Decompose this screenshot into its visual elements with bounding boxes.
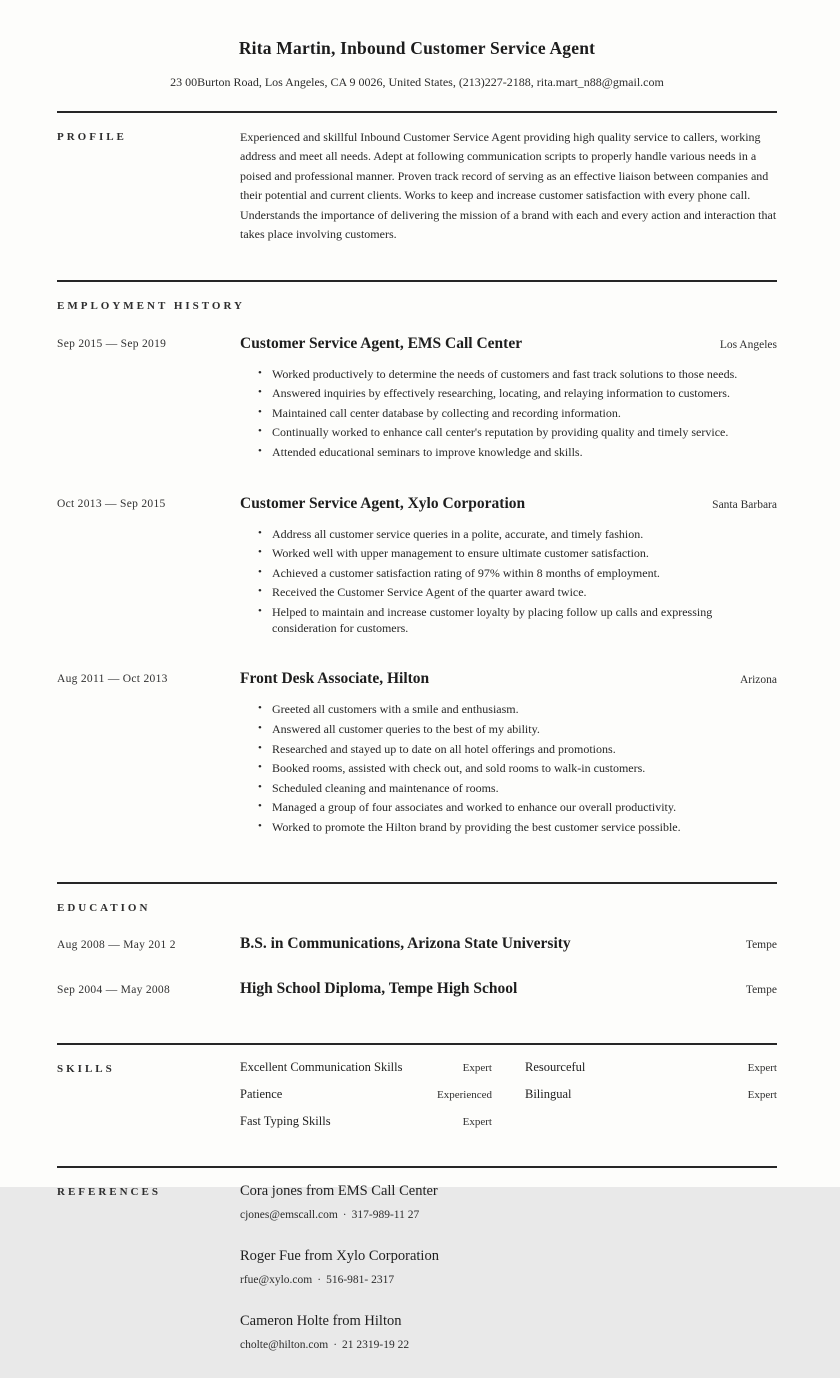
job-bullet: • Researched and stayed up to date on all hotel offerings and promotions. [240,741,777,757]
skill-name: Excellent Communication Skills [240,1059,403,1074]
skills-grid [240,1060,777,1129]
job-dates: Sep 2015 — Sep 2019 [57,337,167,350]
references-label: REFERENCES [57,1185,161,1198]
skill-level: Expert [462,1061,492,1074]
reference-email: cjones@emscall.com [240,1208,338,1221]
job-bullet: • Continually worked to enhance call center's reputation by providing quality and timely service. [240,424,777,440]
reference-item [240,1183,777,1221]
reference-name: Roger Fue from Xylo Corporation [240,1247,439,1264]
job-bullet: • Achieved a customer satisfaction rating of 97% within 8 months of employment. [240,565,777,581]
reference-item [240,1248,777,1286]
job-bullet: • Worked well with upper management to ensure ultimate customer satisfaction. [240,545,777,561]
reference-name: Cameron Holte from Hilton [240,1312,402,1329]
profile-text: Experienced and skillful Inbound Customer Service Agent providing high quality service to callers, working address and meet all needs. Adept at following communication scripts to properly handle various needs in a poised and professional manner. Proven track record of serving as an effective liaison between companies and their potential and current clients. Works to keep and increase customer satisfaction with every phone call. Understands the importance of delivering the mission of a brand with each and every action and interaction that takes place involving customers. [240,130,777,242]
references-section [57,1168,777,1378]
job-bullet: • Address all customer service queries in a polite, accurate, and timely fashion. [240,526,777,542]
job-bullet: • Attended educational seminars to improve knowledge and skills. [240,444,777,460]
education-label: EDUCATION [57,901,151,914]
reference-detail [240,1209,777,1221]
job-location: Santa Barbara [712,498,777,511]
reference-phone: 317-989-11 27 [351,1208,420,1221]
job-entry [57,335,777,464]
page-title: Rita Martin, Inbound Customer Service Agent [238,38,596,58]
separator-dot: · [317,1273,322,1286]
profile-label: PROFILE [57,131,127,143]
job-dates: Oct 2013 — Sep 2015 [57,497,166,510]
education-title: B.S. in Communications, Arizona State University [240,934,571,952]
education-section [57,884,777,1022]
reference-item [240,1313,777,1351]
education-entry [57,980,777,998]
job-title: Customer Service Agent, EMS Call Center [240,334,523,352]
job-bullet: • Greeted all customers with a smile and enthusiasm. [240,701,777,717]
job-dates: Aug 2011 — Oct 2013 [57,673,168,686]
skill-level: Expert [747,1088,777,1101]
skill-item-empty [525,1114,777,1129]
job-bullet: • Scheduled cleaning and maintenance of rooms. [240,780,777,796]
education-location: Tempe [745,983,777,996]
job-entry [57,495,777,640]
job-location: Arizona [739,674,777,687]
skill-name: Bilingual [525,1086,572,1101]
education-entry [57,935,777,953]
resume-header [57,38,777,90]
skill-level: Expert [462,1115,492,1128]
job-bullet: • Worked to promote the Hilton brand by providing the best customer service possible. [240,819,777,835]
job-bullet: • Worked productively to determine the needs of customers and fast track solutions to those needs. [240,366,777,382]
skill-name: Resourceful [525,1059,586,1074]
reference-email: cholte@hilton.com [240,1338,329,1351]
job-entry [57,670,777,838]
skill-item [525,1087,777,1102]
contact-line: 23 00Burton Road, Los Angeles, CA 9 0026, United States, (213)227-2188, rita.mart_n88@gmail.com [170,75,664,89]
employment-section [57,282,777,861]
skills-section [57,1045,777,1145]
separator-dot: · [342,1208,347,1221]
job-bullet-list [240,526,777,636]
job-title: Front Desk Associate, Hilton [240,670,430,688]
job-bullet: • Answered all customer queries to the best of my ability. [240,721,777,737]
skill-item [240,1114,492,1129]
reference-phone: 516-981- 2317 [326,1273,395,1286]
skill-item [525,1060,777,1075]
reference-email: rfue@xylo.com [240,1273,313,1286]
skill-level: Expert [747,1061,777,1074]
education-dates: Aug 2008 — May 201 2 [57,938,176,951]
job-bullet: • Answered inquiries by effectively researching, locating, and relaying information to customers. [240,385,777,401]
reference-name: Cora jones from EMS Call Center [240,1182,438,1199]
skill-name: Patience [240,1086,283,1101]
job-bullet: • Received the Customer Service Agent of the quarter award twice. [240,584,777,600]
profile-section [57,113,777,259]
job-location: Los Angeles [719,338,777,351]
skill-name: Fast Typing Skills [240,1113,331,1128]
job-bullet: • Managed a group of four associates and worked to enhance our overall productivity. [240,799,777,815]
separator-dot: · [333,1338,338,1351]
reference-phone: 21 2319-19 22 [342,1338,410,1351]
job-title: Customer Service Agent, Xylo Corporation [240,494,526,512]
skill-item [240,1060,492,1075]
education-dates: Sep 2004 — May 2008 [57,983,171,996]
education-location: Tempe [745,938,777,951]
skill-level: Experienced [437,1088,492,1101]
job-bullet-list [240,701,777,835]
job-bullet: • Helped to maintain and increase customer loyalty by placing follow up calls and expressing consideration for customers. [240,604,777,636]
reference-detail [240,1274,777,1286]
reference-detail [240,1339,777,1351]
employment-label: EMPLOYMENT HISTORY [57,299,245,312]
education-title: High School Diploma, Tempe High School [240,979,518,997]
job-bullet: • Maintained call center database by collecting and recording information. [240,405,777,421]
job-bullet: • Booked rooms, assisted with check out, and sold rooms to walk-in customers. [240,760,777,776]
skills-label: SKILLS [57,1062,115,1075]
job-bullet-list [240,366,777,460]
skill-item [240,1087,492,1102]
